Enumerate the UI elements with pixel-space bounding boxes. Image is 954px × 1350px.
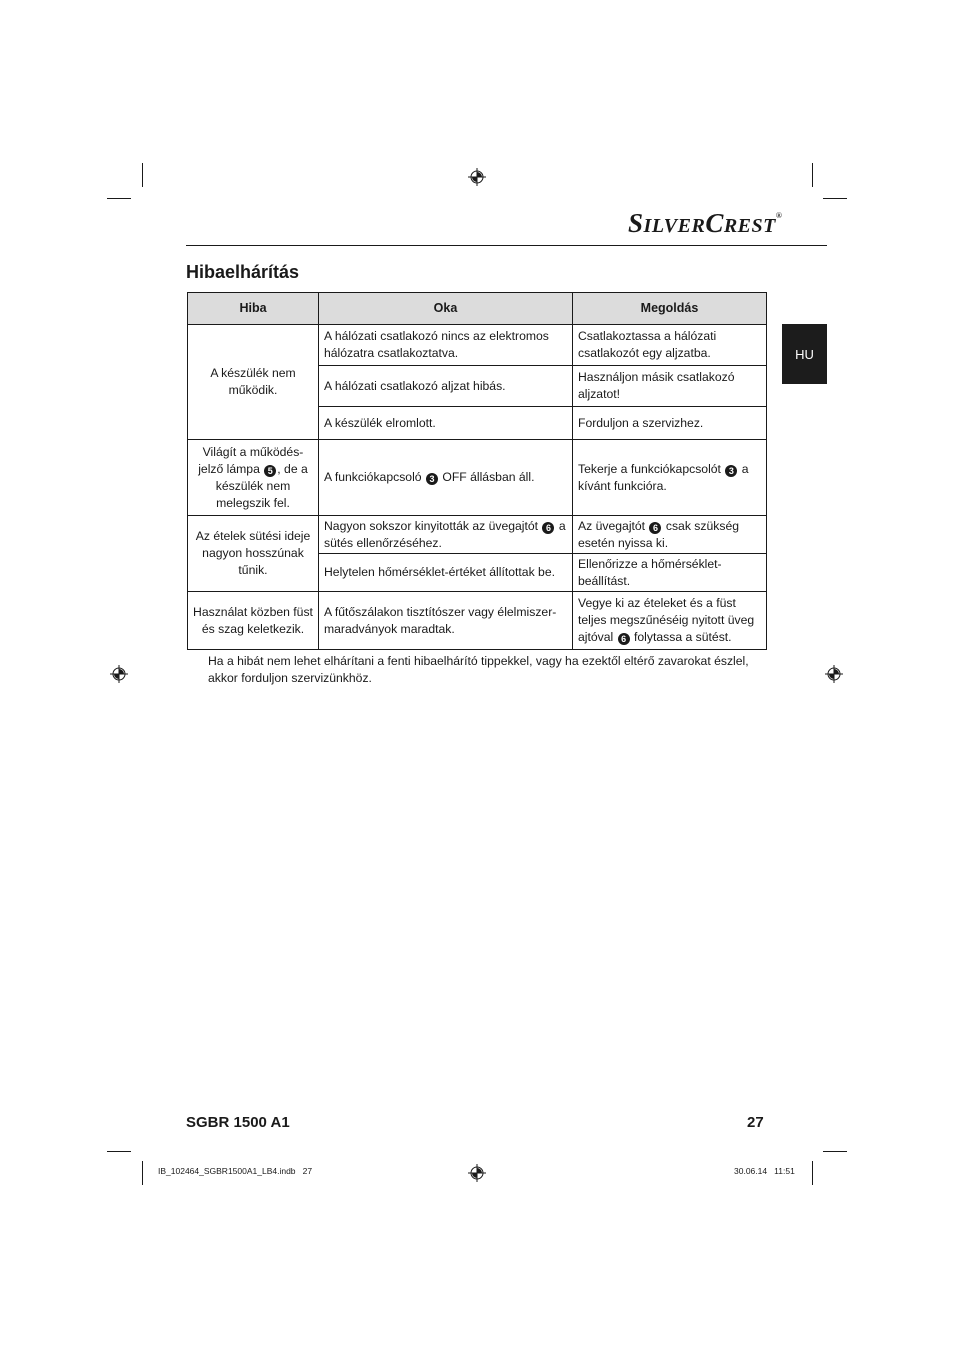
crop-mark [107,198,131,199]
footer-model: SGBR 1500 A1 [186,1114,290,1131]
silvercrest-logo: SILVERCREST® [628,208,783,238]
solution-cell: Forduljon a szervizhez. [573,407,767,440]
print-slug-file: IB_102464_SGBR1500A1_LB4.indb 27 [158,1166,313,1176]
page-number: 27 [747,1114,764,1131]
table-header-row [188,293,767,325]
crop-mark [107,1151,131,1152]
solution-cell: Használjon másik csatlakozó aljzatot! [573,366,767,407]
crop-mark [823,1151,847,1152]
crop-mark [823,198,847,199]
crop-mark [812,1161,813,1185]
language-tab: HU [782,324,827,384]
table-row [188,440,767,516]
header-solution: Megoldás [573,293,767,325]
header-problem: Hiba [188,293,319,325]
registration-mark-icon [825,665,843,683]
header-rule [186,245,827,246]
solution-cell: Tekerje a funkciókapcsolót 3 a kívánt funkcióra. [573,440,767,516]
cause-cell: A készülék elromlott. [319,407,573,440]
cause-cell: A fűtőszálakon tisztítószer vagy élelmiszer-maradványok maradtak. [319,592,573,650]
solution-cell: Ellenőrizze a hőmérséklet-beállítást. [573,554,767,592]
solution-cell: Az üvegajtót 6 csak szükség esetén nyissa ki. [573,516,767,554]
problem-cell: Az ételek sütési ideje nagyon hosszúnak tűnik. [188,516,319,592]
problem-cell: Világít a működés-jelző lámpa 5 , de a készülék nem melegszik fel. [188,440,319,516]
part-number-badge: 5 [264,465,276,477]
part-number-badge: 3 [725,465,737,477]
problem-cell: Használat közben füst és szag keletkezik. [188,592,319,650]
solution-cell: Vegye ki az ételeket és a füst teljes megszűnéséig nyitott üveg ajtóval 6 folytassa a sütést. [573,592,767,650]
page-title: Hibaelhárítás [186,262,300,282]
print-slug-date: 30.06.14 11:51 [734,1166,795,1176]
troubleshooting-table [187,292,767,650]
crop-mark [142,1161,143,1185]
registration-mark-icon [468,168,486,186]
part-number-badge: 6 [649,522,661,534]
crop-mark [812,163,813,187]
header-cause: Oka [319,293,573,325]
problem-cell: A készülék nem működik. [188,325,319,440]
solution-cell: Csatlakoztassa a hálózati csatlakozót egy aljzatba. [573,325,767,366]
part-number-badge: 6 [618,633,630,645]
registration-mark-icon [110,665,128,683]
cause-cell: Nagyon sokszor kinyitották az üvegajtót 6 a sütés ellenőrzéséhez. [319,516,573,554]
cause-cell: Helytelen hőmérséklet-értéket állítottak be. [319,554,573,592]
table-row [188,325,767,366]
part-number-badge: 6 [542,522,554,534]
registration-mark-icon [468,1164,486,1182]
table-row [188,516,767,554]
table-row [188,592,767,650]
cause-cell: A funkciókapcsoló 3 OFF állásban áll. [319,440,573,516]
cause-cell: A hálózati csatlakozó aljzat hibás. [319,366,573,407]
service-note: Ha a hibát nem lehet elhárítani a fenti hibaelhárító tippekkel, vagy ha ezektől eltérő zavarokat észlel, akkor forduljon szervizünkhöz. [208,654,749,685]
cause-cell: A hálózati csatlakozó nincs az elektromos hálózatra csatlakoztatva. [319,325,573,366]
crop-mark [142,163,143,187]
part-number-badge: 3 [426,473,438,485]
